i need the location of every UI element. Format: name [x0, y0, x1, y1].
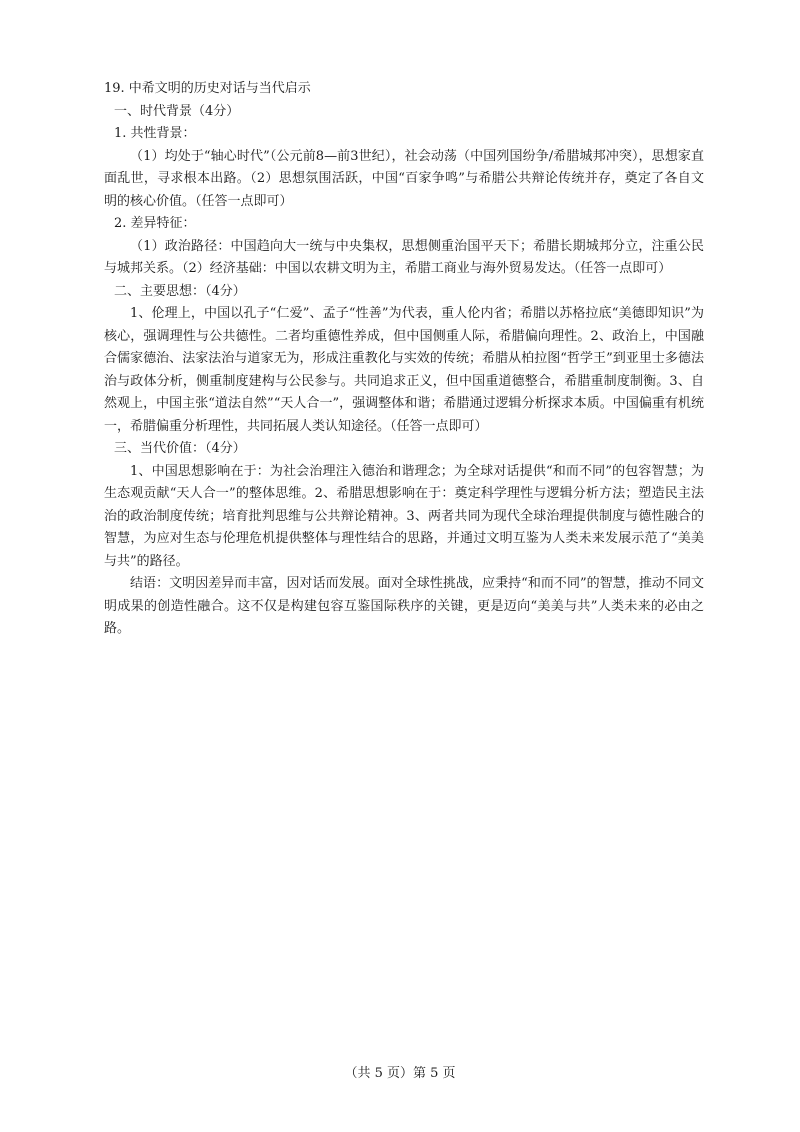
section3-text: 1、中国思想影响在于：为社会治理注入德治和谐理念；为全球对话提供“和而不同”的包容智慧；为生态观贡献“天人合一”的整体思维。2、希腊思想影响在于：奠定科学理性与逻辑分析方法；塑造民主法治的政治制度传统；培育批判思维与公共辩论精神。3、两者共同为现代全球治理提供制度与德性融合的智慧，为应对生态与伦理危机提供整体与理性结合的思路，并通过文明互鉴为人类未来发展示范了“美美与共”的路径。 — [104, 463, 704, 569]
section2-text: 1、伦理上，中国以孔子“仁爱”、孟子“性善”为代表，重人伦内省；希腊以苏格拉底“美德即知识”为核心，强调理性与公共德性。二者均重德性养成，但中国侧重人际，希腊偏向理性。2、政治上，中国融合儒家德治、法家法治与道家无为，形成注重教化与实效的传统；希腊从柏拉图“哲学王”到亚里士多德法治与政体分析，侧重制度建构与公民参与。共同追求正义，但中国重道德整合，希腊重制度制衡。3、自然观上，中国主张“道法自然”“天人合一”，强调整体和谐；希腊通过逻辑分析探求本质。中国偏重有机统一，希腊偏重分析理性，共同拓展人类认知途径。（任答一点即可） — [104, 306, 704, 434]
section1-sub1-text: （1）均处于“轴心时代”（公元前8—前3世纪），社会动荡（中国列国纷争/希腊城邦冲突），思想家直面乱世，寻求根本出路。（2）思想氛围活跃，中国“百家争鸣”与希腊公共辩论传统并存，奠定了各自文明的核心价值。（任答一点即可） — [104, 148, 704, 209]
conclusion-text: 结语：文明因差异而丰富，因对话而发展。面对全球性挑战，应秉持“和而不同”的智慧，推动不同文明成果的创造性融合。这不仅是构建包容互鉴国际秩序的关键，更是迈向“美美与共”人类未来的必由之路。 — [104, 576, 704, 636]
page-footer: （共 5 页）第 5 页 — [344, 1066, 456, 1081]
section1-sub1-heading: 1. 共性背景： — [114, 126, 196, 141]
section1-sub2-heading: 2. 差异特征： — [114, 216, 196, 231]
section2-heading: 二、主要思想：（4分） — [114, 283, 246, 299]
section3-heading: 三、当代价值：（4分） — [114, 441, 246, 456]
section1-sub2-text: （1）政治路径：中国趋向大一统与中央集权，思想侧重治国平天下；希腊长期城邦分立，注重公民与城邦关系。（2）经济基础：中国以农耕文明为主，希腊工商业与海外贸易发达。（任答一点即可） — [104, 238, 704, 276]
section1-heading: 一、时代背景（4分） — [114, 103, 240, 119]
document-body — [104, 78, 704, 641]
question-title: 19. 中希文明的历史对话与当代启示 — [104, 81, 311, 96]
